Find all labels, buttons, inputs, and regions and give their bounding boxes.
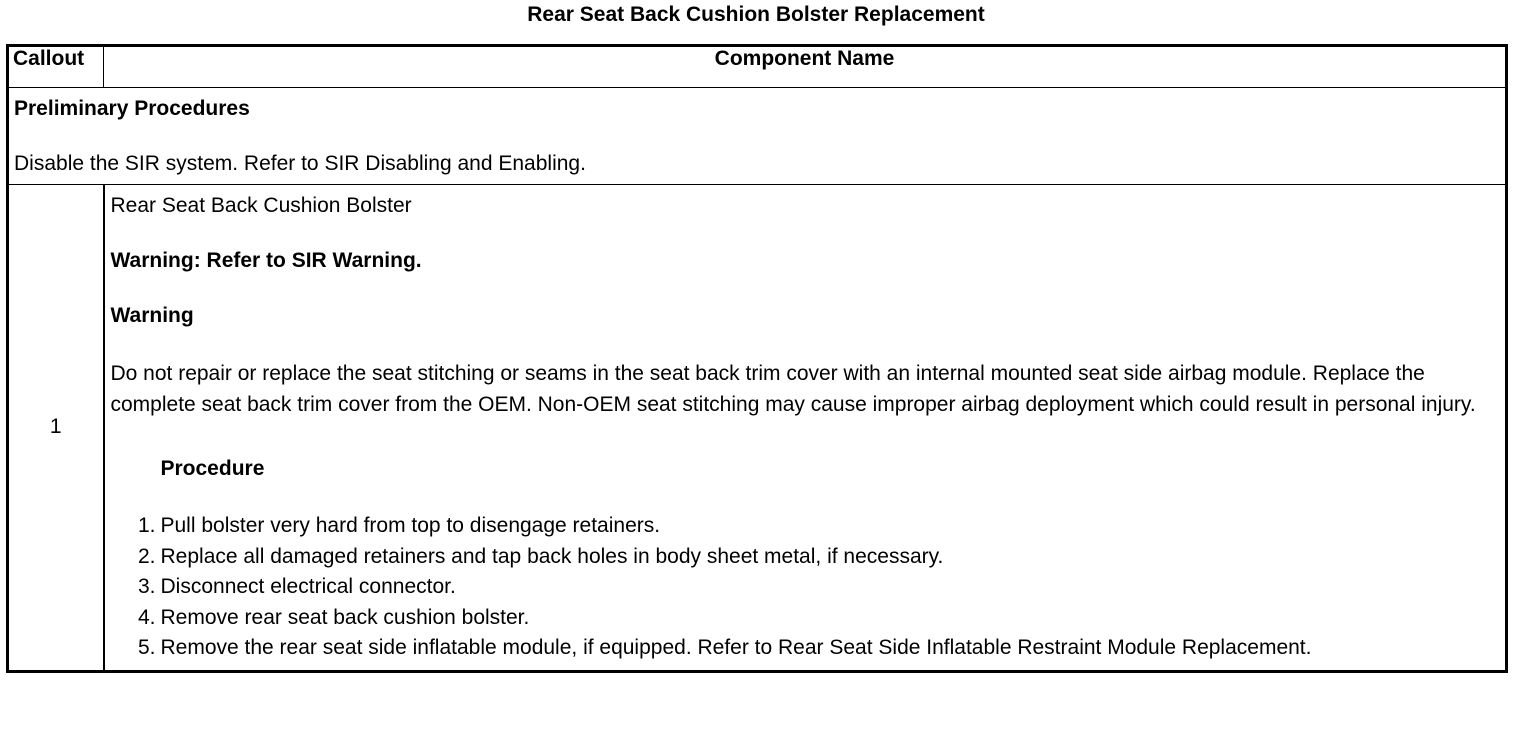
step-text: Disconnect electrical connector. xyxy=(160,575,456,598)
callout-header: Callout xyxy=(8,46,104,88)
component-name-header: Component Name xyxy=(104,46,1507,88)
table-header-row xyxy=(8,46,1507,88)
step-number: 3. xyxy=(137,575,156,598)
procedure-step xyxy=(137,542,1500,573)
preliminary-heading: Preliminary Procedures xyxy=(14,97,250,120)
callout-number: 1 xyxy=(8,185,104,672)
step-number: 1. xyxy=(137,514,156,537)
step-text: Pull bolster very hard from top to disengage retainers. xyxy=(160,514,661,537)
procedure-step xyxy=(137,603,1500,634)
step-text: Remove the rear seat side inflatable module, if equipped. Refer to Rear Seat Side Inflatable Restraint Module Replacement. xyxy=(160,636,1312,659)
table-row xyxy=(8,185,1507,672)
preliminary-cell xyxy=(8,88,1507,185)
procedure-step xyxy=(137,511,1500,542)
preliminary-text: Disable the SIR system. Refer to SIR Disabling and Enabling. xyxy=(14,152,586,175)
procedure-table xyxy=(6,44,1508,673)
procedure-step xyxy=(137,633,1500,664)
document-title: Rear Seat Back Cushion Bolster Replacement xyxy=(527,3,985,26)
procedure-heading: Procedure xyxy=(160,457,265,480)
component-name: Rear Seat Back Cushion Bolster xyxy=(110,194,412,217)
warning-reference: Warning: Refer to SIR Warning. xyxy=(110,249,422,272)
step-number: 2. xyxy=(137,544,156,568)
procedure-steps xyxy=(111,511,1500,664)
step-text: Remove rear seat back cushion bolster. xyxy=(160,605,530,629)
preliminary-row xyxy=(8,88,1507,185)
procedure-step xyxy=(137,572,1500,603)
component-content-cell xyxy=(104,185,1507,672)
step-number: 5. xyxy=(137,636,156,659)
warning-text: Do not repair or replace the seat stitching or seams in the seat back trim cover with an internal mounted seat side airbag module. Replace the complete seat back trim cover from the OEM. Non-OEM seat stitching may cause improper airbag deployment which could result in personal injury. xyxy=(110,362,1476,416)
step-number: 4. xyxy=(137,605,156,629)
step-text: Replace all damaged retainers and tap back holes in body sheet metal, if necessary. xyxy=(160,544,944,568)
warning-heading: Warning xyxy=(110,304,194,327)
